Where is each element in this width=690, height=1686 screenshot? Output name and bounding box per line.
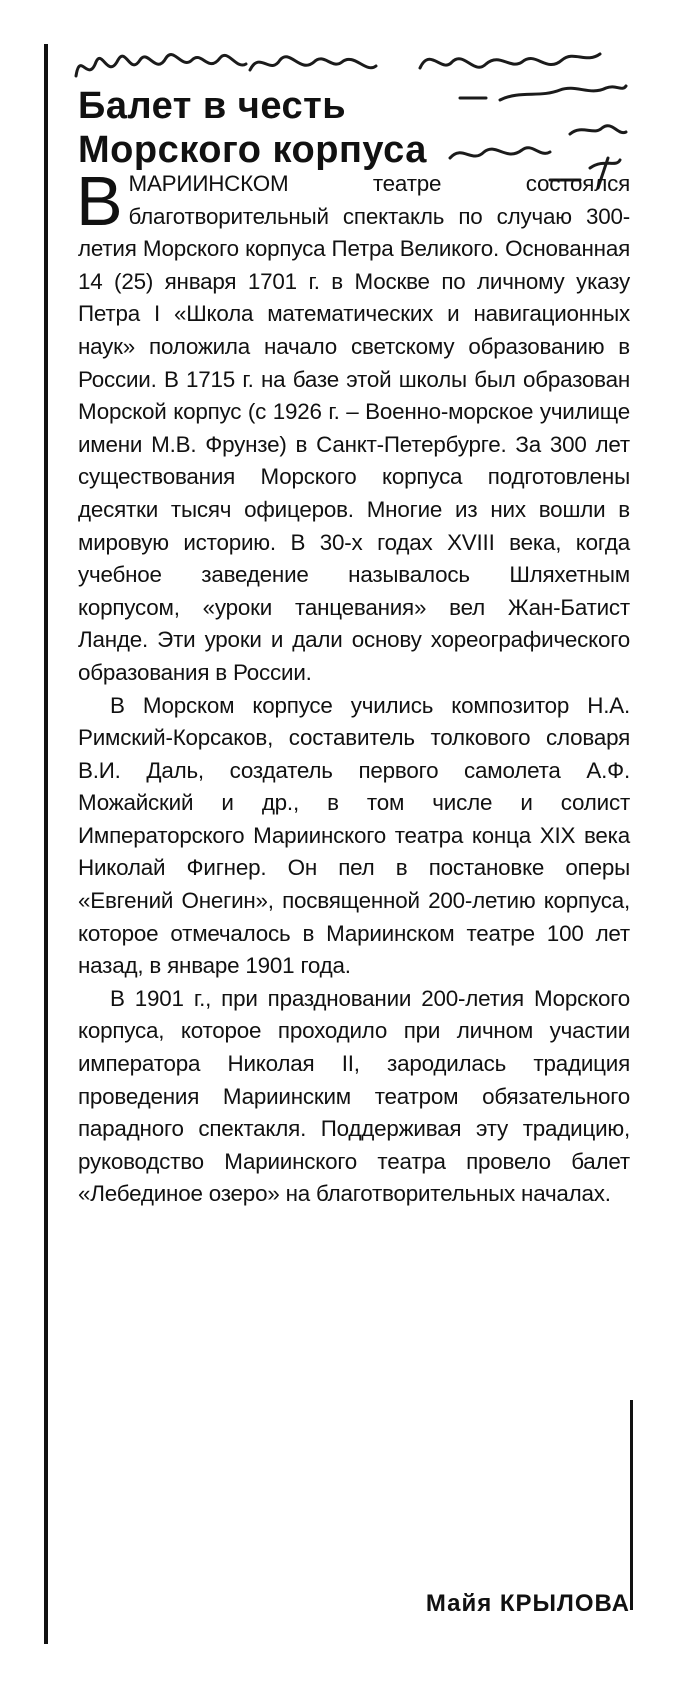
article-paragraph-2: В Морском корпусе учились композитор Н.А. Римский-Корсаков, составитель толкового словаря В.И. Даль, создатель первого самолета А.Ф. Можайский и др., в том числе и солист Императорского Мариинского театра конца XIX века Николай Фигнер. Он пел в постановке оперы «Евгений Онегин», посвященной 200-летию корпуса, которое отмечалось в Мариинском театре 100 лет назад, в январе 1901 года. <box>78 692 630 979</box>
author-byline: Майя КРЫЛОВА <box>425 1590 630 1617</box>
paragraph-1-text: театре состоялся благотворительный спектакль по случаю 300-летия Морского корпуса Петра Великого. Основанная 14 (25) января 1701 г. в Москве по личному указу Петра I «Школа математических и навигационных наук» положила начало светскому образованию в России. В 1715 г. на базе этой школы был образован Морской корпус (с 1926 г. – Военно-морское училище имени М.В. Фрунзе) в Санкт-Петербурге. За 300 лет существования Морского корпуса подготовлены десятки тысяч офицеров. Многие из них вошли в мировую историю. В 30-х годах XVIII века, когда учебное заведение называлось Шляхетным корпусом, «уроки танцевания» вел Жан-Батист Ланде. Эти уроки и дали основу хореографического образования в России. <box>78 171 630 685</box>
article-headline <box>78 84 598 172</box>
lead-word: МАРИИНСКОМ <box>128 171 289 196</box>
headline-line-1: Балет в честь <box>78 85 347 127</box>
column-rule-left <box>44 44 48 1644</box>
article-paragraph-1 <box>76 162 630 690</box>
column-rule-right <box>630 1400 633 1610</box>
article-paragraph-3: В 1901 г., при праздновании 200-летия Морского корпуса, которое проходило при личном участии императора Николая II, зародилась традиция проведения Мариинским театром обязательного парадного спектакля. Поддерживая эту традицию, руководство Мариинского театра провело балет «Лебединое озеро» на благотворительных началах. <box>78 985 630 1207</box>
headline-line-2: Морского корпуса <box>78 129 427 171</box>
article-body <box>76 162 630 1211</box>
drop-cap: В <box>76 162 123 240</box>
